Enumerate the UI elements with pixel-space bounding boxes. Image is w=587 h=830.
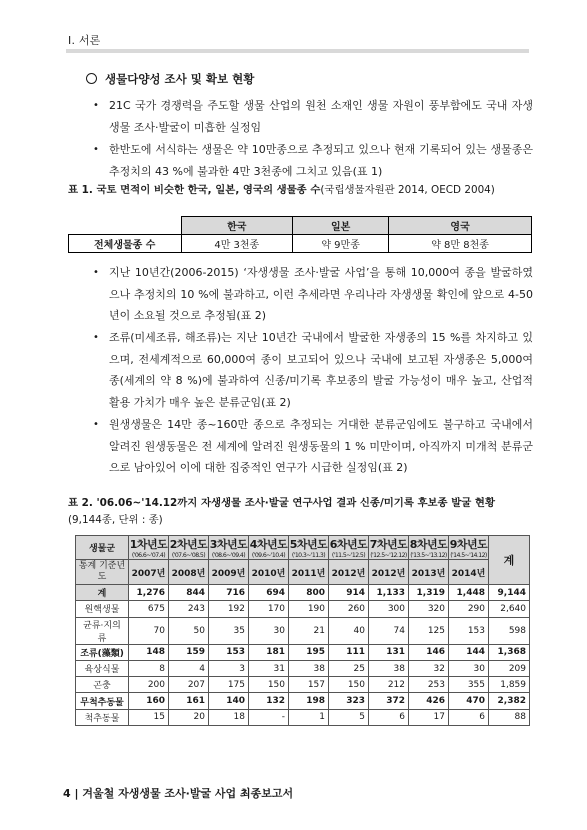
group-name: 원핵생물 — [76, 601, 129, 617]
group-name: 무척추동물 — [76, 693, 129, 709]
bullet-text: 21C 국가 경쟁력을 주도할 생물 산업의 원천 소재인 생물 자원이 풍부함에도 국내 자생생물 조사·발굴이 미흡한 실정임 — [109, 99, 533, 134]
stat-year: 2010년 — [249, 560, 289, 585]
table-row — [76, 677, 530, 693]
table-cell: 8 — [129, 660, 169, 676]
table2-caption-sub: (9,144종, 단위 : 종) — [68, 514, 163, 526]
species-comparison-table — [68, 216, 532, 253]
table-cell: 181 — [249, 644, 289, 660]
stat-year: 2013년 — [409, 560, 449, 585]
table1-col-header: 일본 — [293, 217, 389, 235]
bullet-paragraph — [93, 95, 533, 138]
table-cell: 716 — [209, 585, 249, 601]
table-cell: 132 — [249, 693, 289, 709]
page-footer — [63, 785, 293, 801]
year-header — [209, 536, 249, 560]
table-cell: 20 — [169, 709, 209, 725]
table-cell: 40 — [329, 617, 369, 644]
group-name: 육상식물 — [76, 660, 129, 676]
stat-year: 2007년 — [129, 560, 169, 585]
table-row — [76, 660, 530, 676]
row-total: 2,640 — [489, 601, 530, 617]
bullet-dot-icon: • — [93, 144, 99, 155]
table-cell: 31 — [249, 660, 289, 676]
year-header — [329, 536, 369, 560]
year-label: 6차년도 — [329, 538, 368, 551]
table-cell: 694 — [249, 585, 289, 601]
year-range: ('07.6~'08.5) — [171, 552, 206, 559]
year-header — [409, 536, 449, 560]
group-name: 조류(藻類) — [76, 644, 129, 660]
table-cell: 195 — [289, 644, 329, 660]
year-range: ('10.3~'11.3) — [291, 552, 326, 559]
table-cell: 15 — [129, 709, 169, 725]
table-cell: 914 — [329, 585, 369, 601]
table-cell: 38 — [289, 660, 329, 676]
table-row — [76, 693, 530, 709]
stat-year: 2011년 — [289, 560, 329, 585]
row-total: 1,859 — [489, 677, 530, 693]
table-cell: 323 — [329, 693, 369, 709]
year-header — [169, 536, 209, 560]
year-header — [369, 536, 409, 560]
discovery-status-table — [75, 535, 530, 726]
table-cell: 175 — [209, 677, 249, 693]
table-cell: 148 — [129, 644, 169, 660]
table-cell: 146 — [409, 644, 449, 660]
table1-cell: 약 9만종 — [293, 235, 389, 253]
table-cell: 159 — [169, 644, 209, 660]
stat-year: 2012년 — [369, 560, 409, 585]
year-header — [249, 536, 289, 560]
year-label: 8차년도 — [409, 538, 448, 551]
heading-text: 생물다양성 조사 및 확보 현황 — [105, 72, 255, 86]
table-cell: 153 — [209, 644, 249, 660]
group-name: 척추동물 — [76, 709, 129, 725]
year-range: ('11.5~'12.5) — [331, 552, 366, 559]
row-total: 209 — [489, 660, 530, 676]
section-title: I. 서론 — [68, 34, 101, 47]
bullet-dot-icon: • — [93, 332, 99, 343]
table-cell: 6 — [449, 709, 489, 725]
table-cell: 21 — [289, 617, 329, 644]
table-cell: 6 — [369, 709, 409, 725]
year-label: 5차년도 — [289, 538, 328, 551]
year-range: ('06.6~'07.4) — [131, 552, 166, 559]
bullet-dot-icon: • — [93, 419, 99, 430]
table-cell: 320 — [409, 601, 449, 617]
table-cell: 253 — [409, 677, 449, 693]
table-cell: 38 — [369, 660, 409, 676]
year-range: ('08.6~'09.4) — [211, 552, 246, 559]
report-title: 겨울철 자생생물 조사·발굴 사업 최종보고서 — [82, 787, 294, 800]
table-cell: 800 — [289, 585, 329, 601]
bullet-paragraph — [93, 262, 533, 327]
table-cell: 140 — [209, 693, 249, 709]
table-cell: 212 — [369, 677, 409, 693]
table-cell: 50 — [169, 617, 209, 644]
table-cell: 153 — [449, 617, 489, 644]
header-divider — [66, 49, 529, 53]
table-cell: 111 — [329, 644, 369, 660]
table-cell: 1,133 — [369, 585, 409, 601]
bullet-dot-icon: • — [93, 267, 99, 278]
table-cell: 372 — [369, 693, 409, 709]
table-cell: 32 — [409, 660, 449, 676]
table-cell: 70 — [129, 617, 169, 644]
group-name: 곤충 — [76, 677, 129, 693]
stat-year: 2008년 — [169, 560, 209, 585]
group-name: 계 — [76, 585, 129, 601]
table-cell: 131 — [369, 644, 409, 660]
table1-col-header: 영국 — [389, 217, 532, 235]
table-cell: 35 — [209, 617, 249, 644]
table2-caption-title: 표 2. '06.06~'14.12까지 자생생물 조사·발굴 연구사업 결과 신종/미기록 후보종 발굴 현황 — [68, 497, 495, 509]
table-row — [76, 617, 530, 644]
table-cell: 160 — [129, 693, 169, 709]
year-label: 1차년도 — [129, 538, 168, 551]
table1-caption-title: 표 1. 국토 면적이 비슷한 한국, 일본, 영국의 생물종 수 — [68, 184, 321, 196]
bullet-paragraph — [93, 139, 533, 182]
stat-year: 2014년 — [449, 560, 489, 585]
table-row — [76, 709, 530, 725]
table-row — [76, 585, 530, 601]
table2-caption — [68, 495, 532, 529]
table-cell: 150 — [329, 677, 369, 693]
row-total: 9,144 — [489, 585, 530, 601]
table-cell: 192 — [209, 601, 249, 617]
bullet-paragraph — [93, 327, 533, 413]
table-cell: 243 — [169, 601, 209, 617]
table-cell: 3 — [209, 660, 249, 676]
table-cell: 675 — [129, 601, 169, 617]
year-header — [129, 536, 169, 560]
group-name: 균류·지의류 — [76, 617, 129, 644]
table-cell: 30 — [249, 617, 289, 644]
table-cell: 1,276 — [129, 585, 169, 601]
table-cell: 198 — [289, 693, 329, 709]
table-cell: 207 — [169, 677, 209, 693]
bullet-text: 한반도에 서식하는 생물은 약 10만종으로 추정되고 있으나 현재 기록되어 있는 생물종은 추정치의 43 %에 불과한 4만 3천종에 그치고 있음(표 1) — [109, 143, 533, 178]
bullet-dot-icon: • — [93, 100, 99, 111]
table-cell: 74 — [369, 617, 409, 644]
table1-cell: 약 8만 8천종 — [389, 235, 532, 253]
row-total: 2,382 — [489, 693, 530, 709]
year-range: ('12.5~'12.12) — [370, 552, 407, 559]
table1-row-label: 전체생물종 수 — [69, 235, 182, 253]
table2-stat-header: 통계 기준년도 — [76, 560, 129, 585]
table-cell: 150 — [249, 677, 289, 693]
table-cell: 4 — [169, 660, 209, 676]
table-row — [76, 601, 530, 617]
year-label: 3차년도 — [209, 538, 248, 551]
bullet-text: 원생생물은 14만 종~160만 종으로 추정되는 거대한 분류군임에도 불구하고 국내에서 알려진 원생동물은 전 세계에 알려진 원생동물의 1 % 미만이며, 아직까지 미개척 분류군으로 남아있어 이에 대한 집중적인 연구가 시급한 실정임(표 2) — [109, 418, 533, 474]
stat-year: 2012년 — [329, 560, 369, 585]
table1-corner — [69, 217, 182, 235]
table-cell: - — [249, 709, 289, 725]
bullet-text: 지난 10년간(2006-2015) ‘자생생물 조사·발굴 사업’을 통해 10,000여 종을 발굴하였으나 추정치의 10 %에 불과하고, 이런 추세라면 우리나라 자생생물 확인에 앞으로 4-50년이 소요될 것으로 추정됨(표 2) — [109, 266, 533, 322]
row-total: 1,368 — [489, 644, 530, 660]
year-range: ('13.5~'13.12) — [410, 552, 447, 559]
table-cell: 17 — [409, 709, 449, 725]
table2-group-header: 생물군 — [76, 536, 129, 560]
table-cell: 300 — [369, 601, 409, 617]
page-number: 4 — [63, 787, 71, 800]
table-row — [76, 644, 530, 660]
table2-total-header: 계 — [489, 536, 530, 585]
bullet-paragraph — [93, 414, 533, 479]
year-range: ('09.6~'10.4) — [251, 552, 286, 559]
table-cell: 144 — [449, 644, 489, 660]
table-cell: 470 — [449, 693, 489, 709]
table-cell: 1,448 — [449, 585, 489, 601]
year-label: 4차년도 — [249, 538, 288, 551]
table-cell: 200 — [129, 677, 169, 693]
table1-caption — [68, 182, 532, 199]
table1-col-header: 한국 — [181, 217, 293, 235]
table-cell: 125 — [409, 617, 449, 644]
row-total: 598 — [489, 617, 530, 644]
year-range: ('14.5~'14.12) — [450, 552, 487, 559]
table-cell: 1,319 — [409, 585, 449, 601]
year-header — [289, 536, 329, 560]
table-cell: 190 — [289, 601, 329, 617]
section-heading — [86, 71, 254, 87]
table-cell: 170 — [249, 601, 289, 617]
table-cell: 355 — [449, 677, 489, 693]
footer-separator: | — [74, 787, 79, 800]
table1-cell: 4만 3천종 — [181, 235, 293, 253]
table1-caption-source: (국립생물자원관 2014, OECD 2004) — [320, 184, 495, 196]
table-cell: 5 — [329, 709, 369, 725]
year-header — [449, 536, 489, 560]
year-label: 2차년도 — [169, 538, 208, 551]
table-cell: 157 — [289, 677, 329, 693]
table-cell: 161 — [169, 693, 209, 709]
table-cell: 260 — [329, 601, 369, 617]
row-total: 88 — [489, 709, 530, 725]
table-cell: 30 — [449, 660, 489, 676]
year-label: 9차년도 — [449, 538, 488, 551]
bullet-text: 조류(미세조류, 해조류)는 지난 10년간 국내에서 발굴한 자생종의 15 %를 차지하고 있으며, 전세계적으로 60,000여 종이 보고되어 있으나 국내에 보고된 자생종은 5,000여 종(세계의 약 8 %)에 불과하여 신종/미기록 후보종의 발굴 가능성이 매우 높고, 산업적 활용 가치가 매우 높은 분류군임(표 2) — [109, 331, 533, 409]
table-cell: 25 — [329, 660, 369, 676]
stat-year: 2009년 — [209, 560, 249, 585]
table-cell: 290 — [449, 601, 489, 617]
table-cell: 426 — [409, 693, 449, 709]
table-cell: 18 — [209, 709, 249, 725]
circle-bullet-icon — [86, 73, 97, 84]
table-cell: 844 — [169, 585, 209, 601]
year-label: 7차년도 — [369, 538, 408, 551]
table-cell: 1 — [289, 709, 329, 725]
